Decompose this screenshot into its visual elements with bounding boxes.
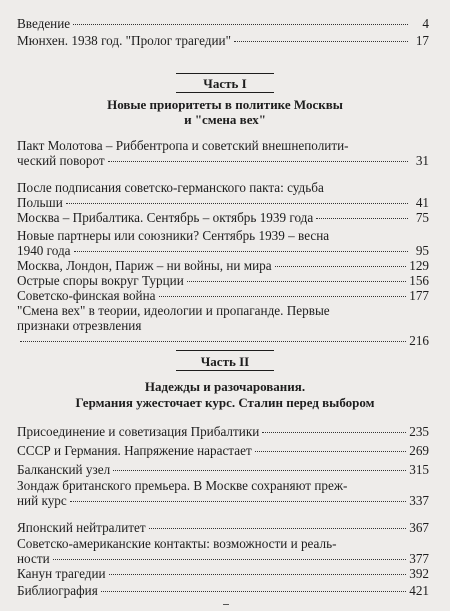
toc-entry: [17, 478, 429, 508]
entry-title-line2: ний курс: [17, 493, 67, 508]
entry-title-line2: признаки отрезвления: [17, 318, 142, 333]
page-number: 216: [409, 333, 429, 348]
page-number: 337: [409, 493, 429, 508]
entry-title: Советско-финская война: [17, 288, 156, 303]
page-number: 17: [415, 33, 429, 48]
toc-entry: [17, 443, 429, 458]
part1-heading-line2: и "смена вех": [184, 112, 266, 127]
entry-title-line1: "Смена вех" в теории, идеологии и пропаганде. Первые: [17, 303, 330, 318]
page-number: 269: [409, 443, 429, 458]
toc-entry: [17, 258, 429, 273]
page-number: 177: [409, 288, 429, 303]
entry-title: Москва, Лондон, Париж – ни войны, ни мира: [17, 258, 272, 273]
page-number: 367: [409, 520, 429, 535]
part1-heading-line1: Новые приоритеты в политике Москвы: [107, 97, 343, 112]
entry-title: Японский нейтралитет: [17, 520, 146, 535]
toc-entry: [17, 520, 429, 535]
entry-title-line2: Польши: [17, 195, 63, 210]
page-number: 156: [409, 273, 429, 288]
toc-entry: [17, 462, 429, 477]
entry-title-line1: Советско-американские контакты: возможности и реаль-: [17, 536, 337, 551]
entry-title-line1: Зондаж британского премьера. В Москве сохраняют преж-: [17, 478, 348, 493]
page-number: 75: [415, 210, 429, 225]
entry-title-line2: ческий поворот: [17, 153, 105, 168]
part2-rule-bottom: [176, 370, 274, 371]
toc-entry: [17, 583, 429, 598]
toc-entry: [17, 288, 429, 303]
toc-entry: [17, 566, 429, 581]
toc-entry-munich: [17, 33, 429, 48]
entry-title-line1: После подписания советско-германского пакта: судьба: [17, 180, 324, 195]
page-number: 31: [415, 153, 429, 168]
part2-heading-line2: Германия ужесточает курс. Сталин перед выбором: [75, 395, 375, 410]
entry-title: СССР и Германия. Напряжение нарастает: [17, 443, 252, 458]
entry-title: Присоединение и советизация Прибалтики: [17, 424, 260, 439]
page-number: 392: [409, 566, 429, 581]
page-number: 421: [409, 583, 429, 598]
entry-title: Канун трагедии: [17, 566, 106, 581]
toc-entry: [17, 138, 429, 168]
page-number: 377: [409, 551, 429, 566]
page-number: 95: [415, 243, 429, 258]
entry-title: Острые споры вокруг Турции: [17, 273, 184, 288]
toc-entry: [17, 536, 429, 566]
toc-entry: [17, 303, 429, 348]
entry-title: Библиография: [17, 583, 98, 598]
entry-title-line2: 1940 года: [17, 243, 71, 258]
toc-entry-introduction: [17, 16, 429, 31]
entry-title: Мюнхен. 1938 год. "Пролог трагедии": [17, 33, 231, 48]
entry-title-line2: ности: [17, 551, 50, 566]
part1-label: Часть I: [203, 76, 247, 91]
page-number: 315: [409, 462, 429, 477]
toc-entry: [17, 424, 429, 439]
part2-rule-top: [176, 350, 274, 351]
part1-rule-bottom: [176, 92, 274, 93]
part1-rule-top: [176, 73, 274, 74]
page-footer-mark: [223, 604, 229, 608]
entry-title: Введение: [17, 16, 71, 31]
toc-entry: [17, 210, 429, 225]
entry-title-line1: Новые партнеры или союзники? Сентябрь 1939 – весна: [17, 228, 330, 243]
toc-entry: [17, 273, 429, 288]
page-number: 4: [422, 16, 429, 31]
page-number: 235: [409, 424, 429, 439]
toc-entry: [17, 228, 429, 258]
entry-title: Москва – Прибалтика. Сентябрь – октябрь 1939 года: [17, 210, 314, 225]
part2-heading-line1: Надежды и разочарования.: [144, 379, 306, 394]
entry-title-line1: Пакт Молотова – Риббентропа и советский внешнеполити-: [17, 138, 349, 153]
page-number: 129: [409, 258, 429, 273]
entry-title: Балканский узел: [17, 462, 111, 477]
toc-entry: [17, 180, 429, 210]
page-number: 41: [415, 195, 429, 210]
part2-label: Часть II: [200, 354, 250, 369]
